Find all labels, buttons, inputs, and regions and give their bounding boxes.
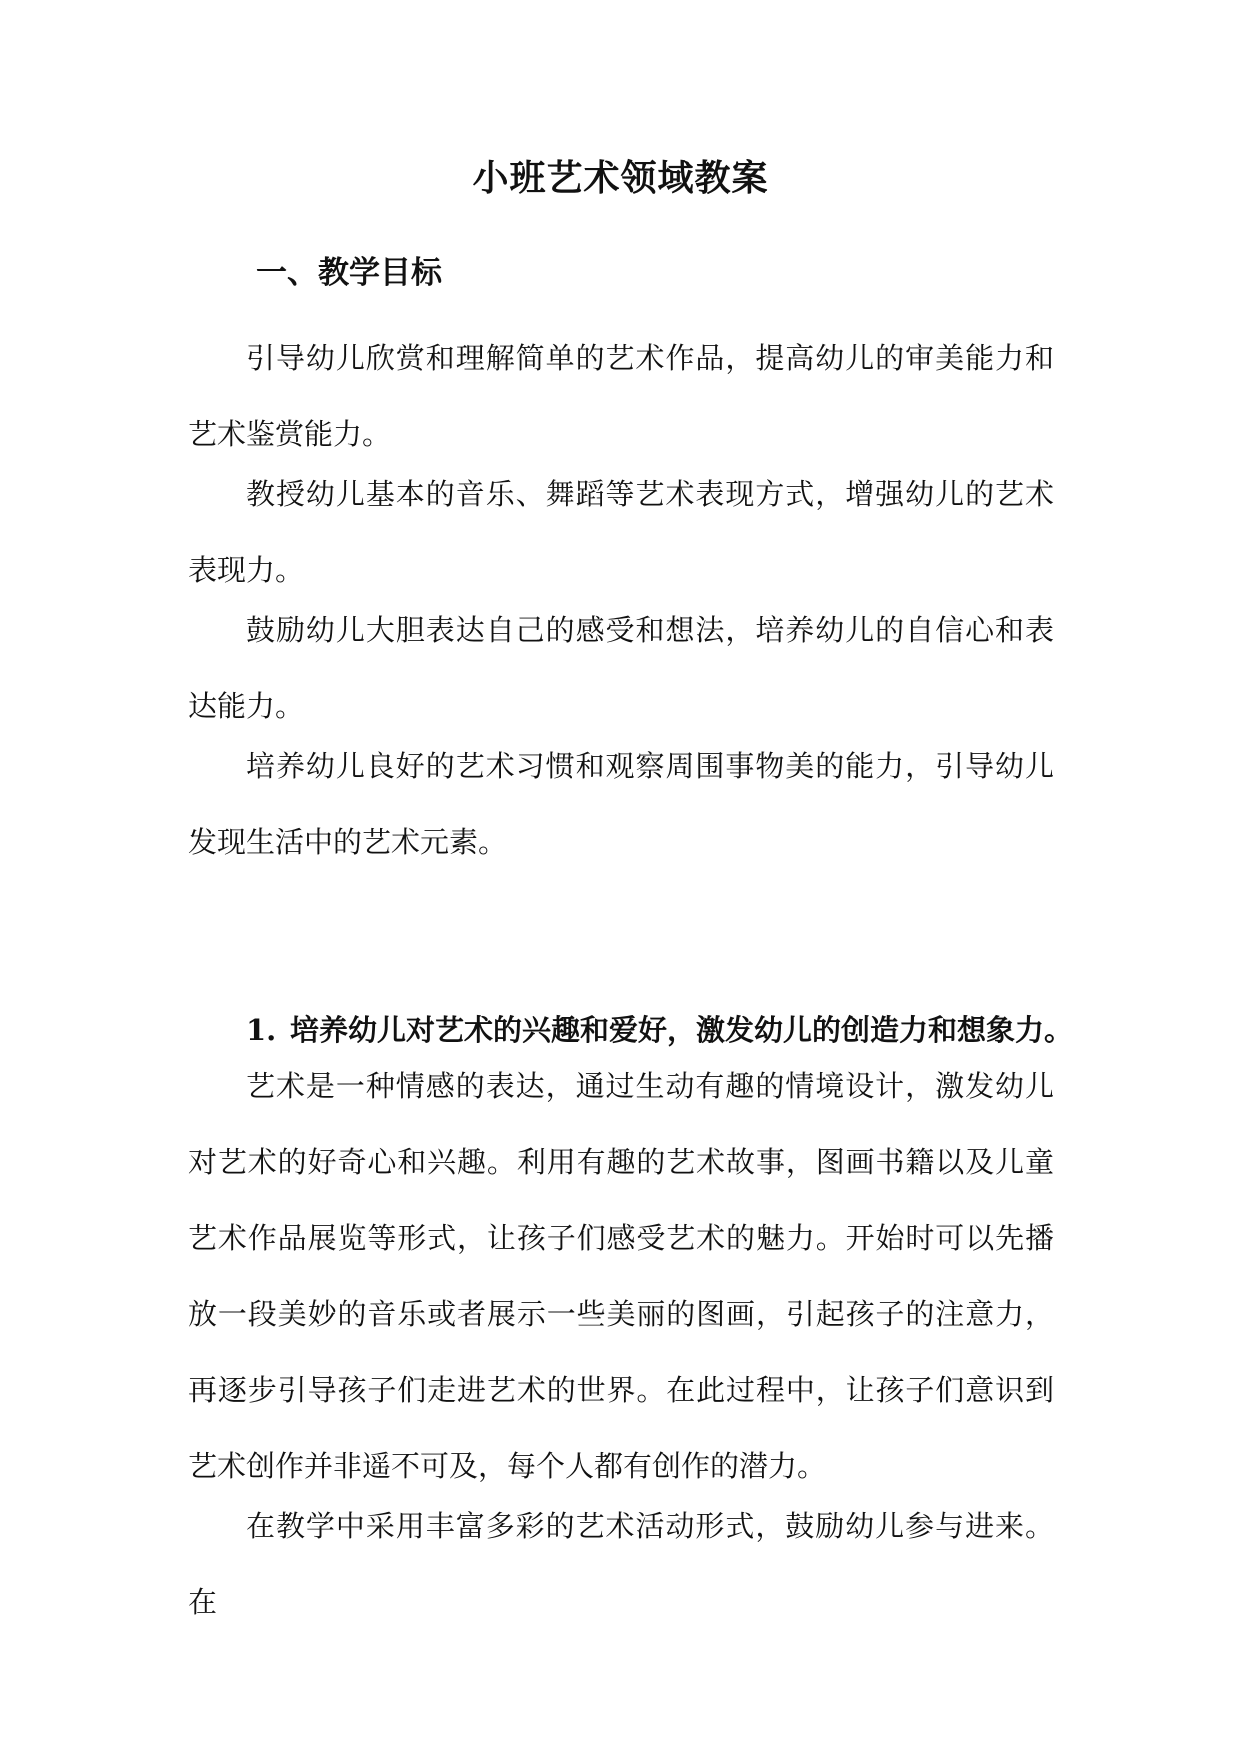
goal-paragraph-3: 鼓励幼儿大胆表达自己的感受和想法，培养幼儿的自信心和表达能力。 [188,613,1054,723]
item1-paragraph-1: 艺术是一种情感的表达，通过生动有趣的情境设计，激发幼儿对艺术的好奇心和兴趣。利用有趣的艺术故事，图画书籍以及儿童艺术作品展览等形式，让孩子们感受艺术的魅力。开始时可以先播放一段美妙的音乐或者展示一些美丽的图画，引起孩子的注意力，再逐步引导孩子们走进艺术的世界。在此过程中，让孩子们意识到艺术创作并非遥不可及，每个人都有创作的潜力。 [188,1069,1054,1483]
section-heading-teaching-goals: 一、教学目标 [256,255,442,291]
document-title: 小班艺术领域教案 [472,157,769,199]
goal-paragraph-4: 培养幼儿良好的艺术习惯和观察周围事物美的能力，引导幼儿发现生活中的艺术元素。 [188,749,1054,859]
item-text: 培养幼儿对艺术的兴趣和爱好，激发幼儿的创造力和想象力。 [290,1013,1074,1047]
item-number: 1. [246,1013,277,1047]
goal-paragraph-2: 教授幼儿基本的音乐、舞蹈等艺术表现方式，增强幼儿的艺术表现力。 [188,477,1054,587]
item1-paragraph-2: 在教学中采用丰富多彩的艺术活动形式，鼓励幼儿参与进来。在 [188,1509,1054,1619]
goal-paragraph-1: 引导幼儿欣赏和理解简单的艺术作品，提高幼儿的审美能力和艺术鉴赏能力。 [188,341,1054,451]
